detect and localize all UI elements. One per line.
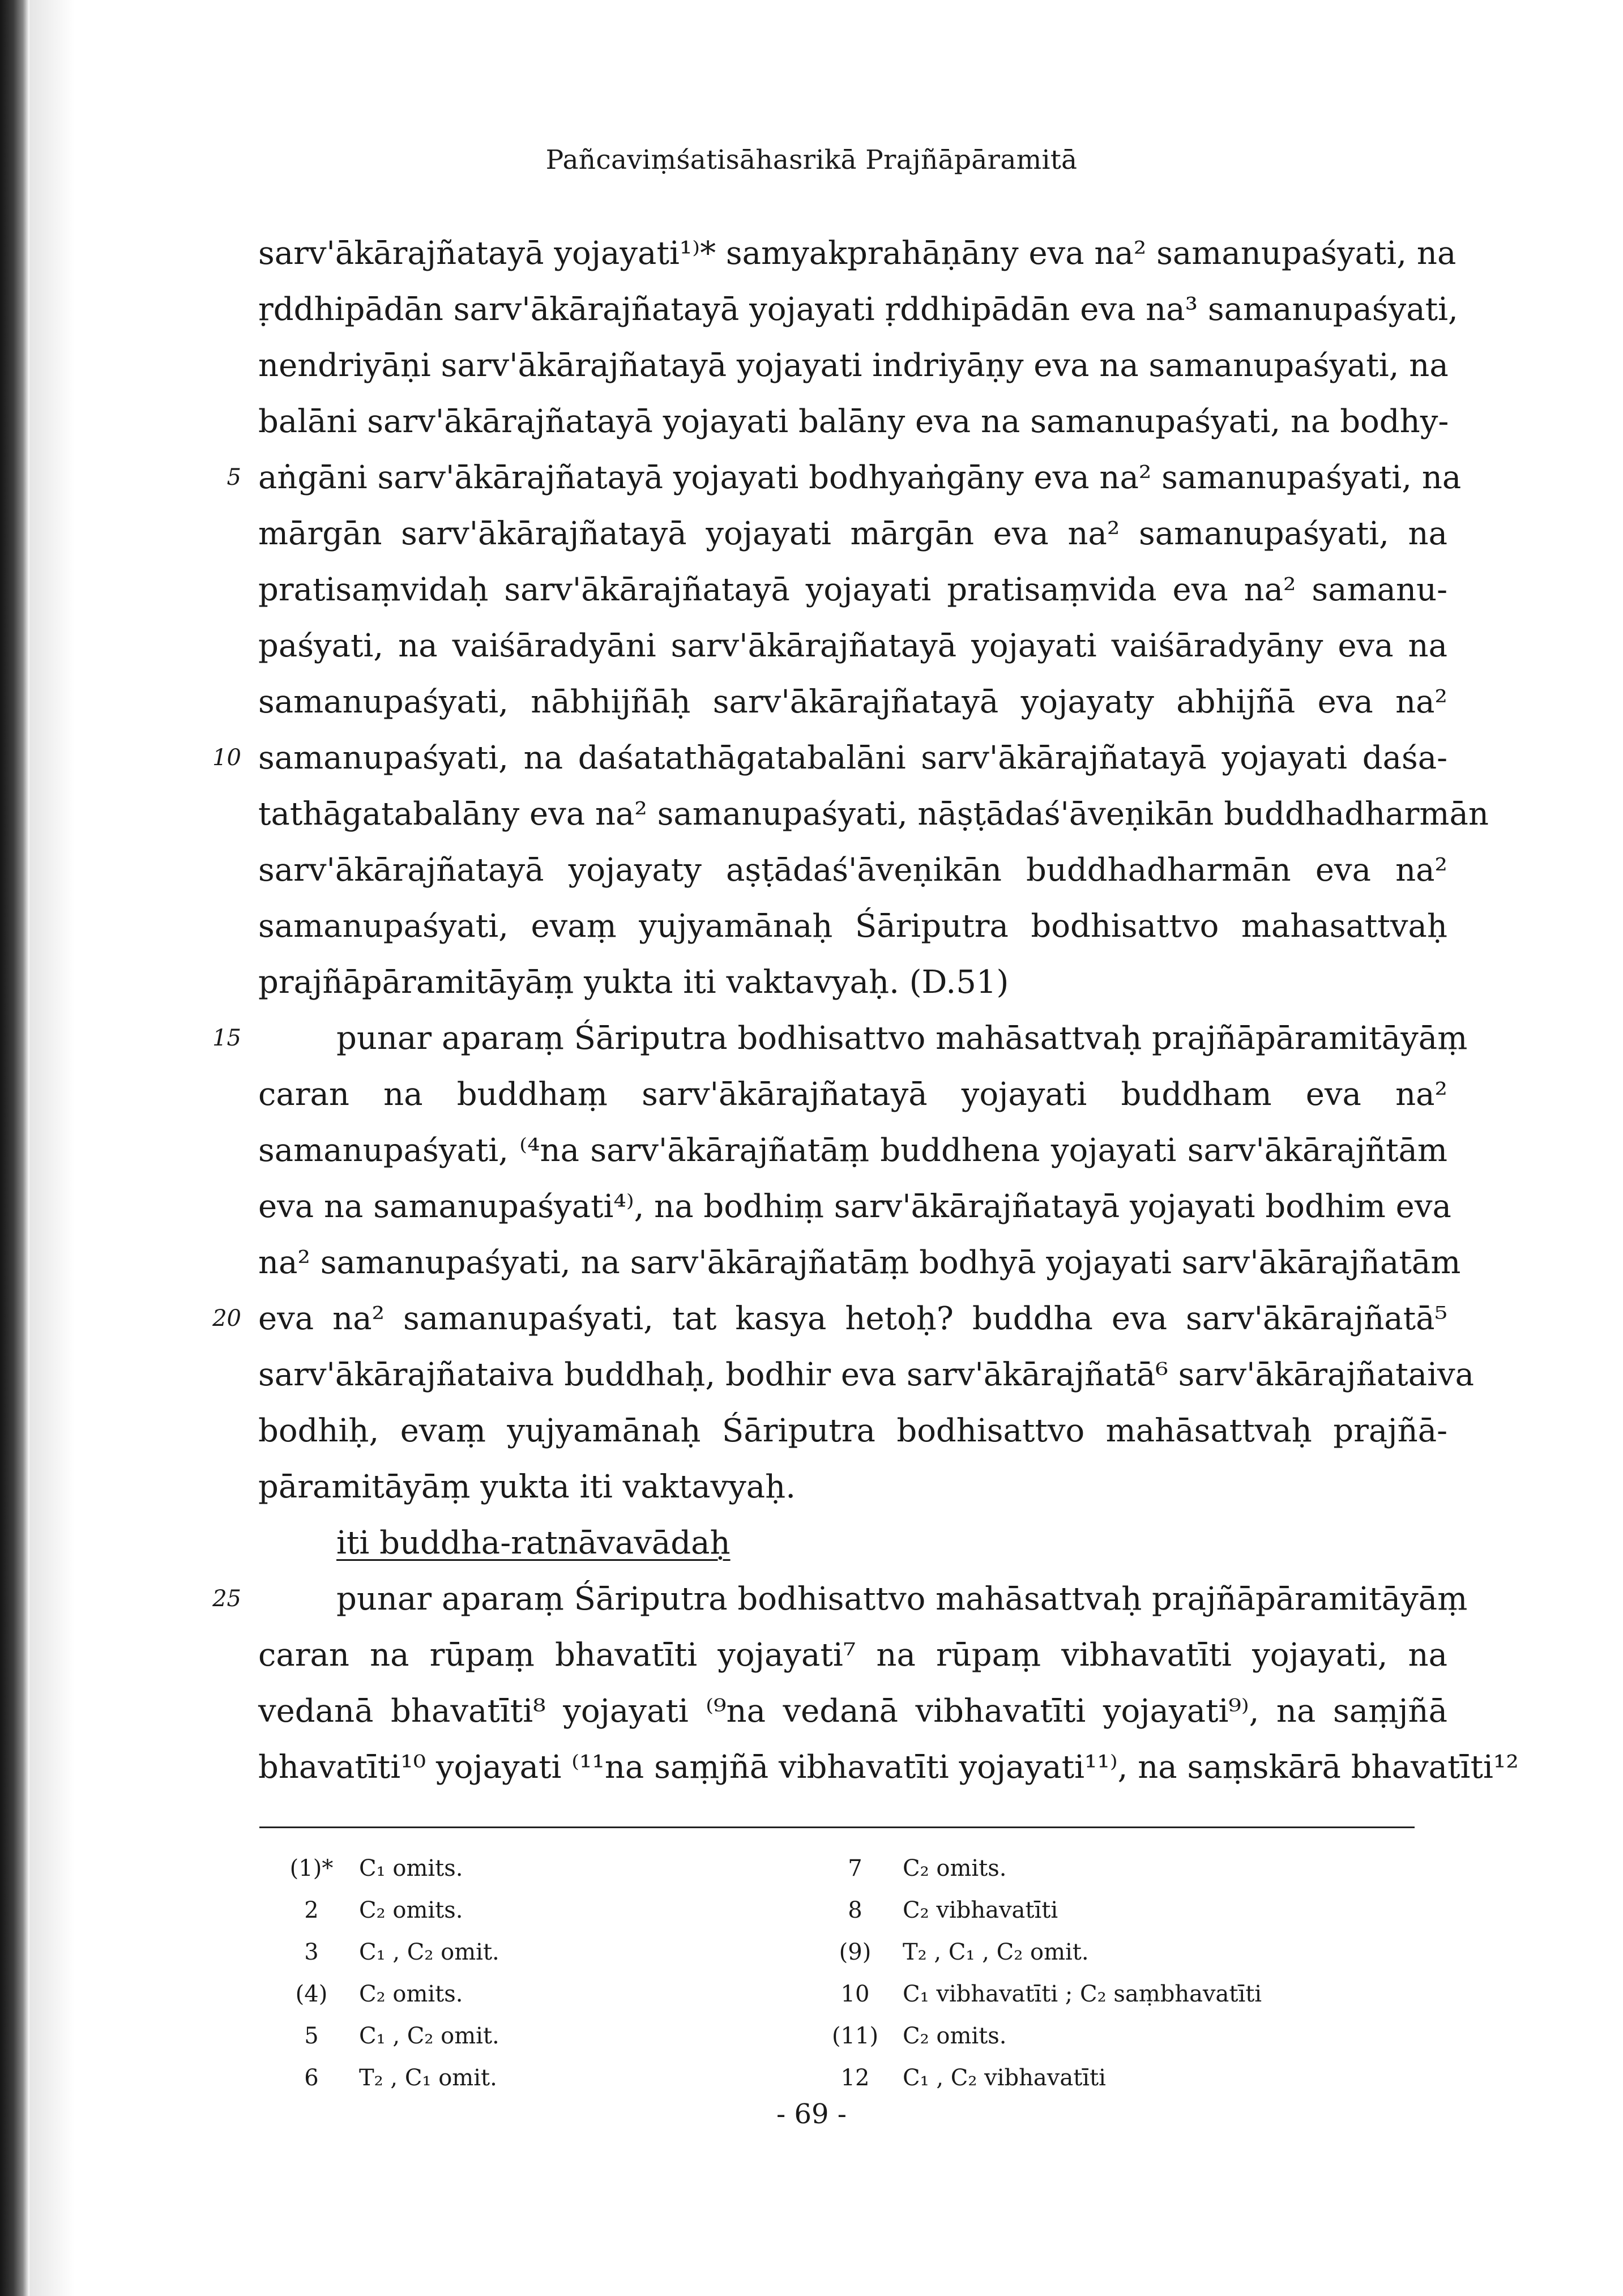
main-text <box>212 225 1519 1795</box>
text-line <box>258 954 1447 1010</box>
text-line <box>258 1627 1447 1683</box>
text-line <box>258 394 1447 450</box>
text-line <box>258 1347 1475 1403</box>
footnote-mark: 12 <box>840 2065 870 2091</box>
text-line <box>258 1403 1447 1459</box>
footnote-text: C₁ , C₂ omit. <box>359 1939 499 1965</box>
line-text: sarv'ākārajñatayā yojayati¹⁾* samyakprahāṇāny eva na² samanupaśyati, na <box>258 235 1457 272</box>
text-line <box>258 1123 1447 1179</box>
line-text: eva na samanupaśyati⁴⁾, na bodhiṃ sarv'ākārajñatayā yojayati bodhim eva <box>258 1188 1451 1225</box>
section-title <box>258 1515 1447 1571</box>
footnote <box>277 1889 821 1931</box>
text-line <box>258 1066 1447 1123</box>
footnote <box>821 1973 1365 2015</box>
text-line <box>212 1571 1468 1627</box>
line-number: 20 <box>212 1305 241 1331</box>
line-number: 10 <box>212 745 241 771</box>
footnote <box>277 1973 821 2015</box>
footnote-mark: 8 <box>848 1897 862 1923</box>
footnote-mark: 5 <box>304 2023 319 2049</box>
page-number: - 69 - <box>776 2098 847 2130</box>
section-title-text: iti buddha-ratnāvavādaḥ <box>336 1525 731 1561</box>
footnote-text: C₂ omits. <box>359 1897 463 1923</box>
line-text: balāni sarv'ākārajñatayā yojayati balāny eva na samanupaśyati, na bodhy- <box>258 403 1449 440</box>
section-title-line <box>258 1515 1447 1571</box>
footnote-mark: (1)* <box>289 1855 334 1881</box>
line-number: 15 <box>212 1025 241 1051</box>
line-text: samanupaśyati, na daśatathāgatabalāni sarv'ākārajñatayā yojayati daśa- <box>258 740 1447 776</box>
text-line <box>258 898 1447 954</box>
line-text: sarv'ākārajñataiva buddhaḥ, bodhir eva sarv'ākārajñatā⁶ sarv'ākārajñataiva <box>258 1356 1475 1393</box>
book-spine-shadow <box>0 0 29 2296</box>
footnotes <box>277 1847 1444 2099</box>
text-line <box>258 618 1447 674</box>
footnote-text: C₁ , C₂ omit. <box>359 2023 499 2049</box>
text-line <box>258 1179 1451 1235</box>
footnote <box>277 2057 821 2099</box>
footnotes-left-column <box>277 1847 821 2099</box>
footnote <box>821 1889 1365 1931</box>
line-text: nendriyāṇi sarv'ākārajñatayā yojayati indriyāṇy eva na samanupaśyati, na <box>258 347 1449 384</box>
line-text: pāramitāyāṃ yukta iti vaktavyaḥ. <box>258 1469 796 1505</box>
line-text: paśyati, na vaiśāradyāni sarv'ākārajñatayā yojayati vaiśāradyāny eva na <box>258 628 1447 664</box>
footnote-mark: (9) <box>839 1939 872 1965</box>
footnote-mark: 3 <box>304 1939 319 1965</box>
line-text: samanupaśyati, nābhijñāḥ sarv'ākārajñatayā yojayaty abhijñā eva na² <box>258 684 1447 720</box>
footnote-text: C₂ vibhavatīti <box>903 1897 1058 1923</box>
line-number: 5 <box>227 464 241 490</box>
text-line <box>258 842 1447 898</box>
line-text: tathāgatabalāny eva na² samanupaśyati, nāṣṭādaś'āveṇikān buddhadharmān <box>258 796 1489 833</box>
line-text: bhavatīti¹⁰ yojayati ⁽¹¹na saṃjñā vibhavatīti yojayati¹¹⁾, na saṃskārā bhavatīti¹² <box>258 1749 1519 1786</box>
footnote-divider <box>259 1826 1415 1828</box>
line-text: sarv'ākārajñatayā yojayaty aṣṭādaś'āveṇikān buddhadharmān eva na² <box>258 852 1447 889</box>
running-header: Pañcaviṃśatisāhasrikā Prajñāpāramitā <box>545 144 1078 176</box>
text-line <box>212 730 1447 786</box>
footnote-text: C₂ omits. <box>359 1981 463 2007</box>
footnote-text: T₂ , C₁ , C₂ omit. <box>903 1939 1089 1965</box>
text-line <box>258 562 1447 618</box>
line-text: vedanā bhavatīti⁸ yojayati ⁽⁹na vedanā vibhavatīti yojayati⁹⁾, na saṃjñā <box>258 1693 1447 1730</box>
footnote-mark: 2 <box>304 1897 319 1923</box>
footnote <box>277 2015 821 2057</box>
line-text: mārgān sarv'ākārajñatayā yojayati mārgān eva na² samanupaśyati, na <box>258 515 1447 552</box>
footnote-mark: 7 <box>848 1855 862 1881</box>
text-line <box>258 506 1447 562</box>
footnote <box>821 2057 1365 2099</box>
text-line <box>212 1010 1468 1066</box>
text-line <box>258 1739 1519 1795</box>
footnote-text: T₂ , C₁ omit. <box>359 2065 497 2091</box>
footnote-mark: 10 <box>840 1981 870 2007</box>
line-text: caran na buddhaṃ sarv'ākārajñatayā yojayati buddham eva na² <box>258 1076 1447 1113</box>
text-line <box>258 338 1447 394</box>
text-line <box>258 786 1489 842</box>
line-text: aṅgāni sarv'ākārajñatayā yojayati bodhyaṅgāny eva na² samanupaśyati, na <box>258 459 1462 496</box>
footnote-mark: 6 <box>304 2065 319 2091</box>
line-text: bodhiḥ, evaṃ yujyamānaḥ Śāriputra bodhisattvo mahāsattvaḥ prajñā- <box>258 1412 1447 1449</box>
footnote-text: C₁ , C₂ vibhavatīti <box>903 2065 1106 2091</box>
line-text: punar aparaṃ Śāriputra bodhisattvo mahāsattvaḥ prajñāpāramitāyāṃ <box>336 1581 1468 1618</box>
line-text: pratisaṃvidaḥ sarv'ākārajñatayā yojayati pratisaṃvida eva na² samanu- <box>258 571 1447 608</box>
footnote-text: C₁ vibhavatīti ; C₂ saṃbhavatīti <box>903 1981 1262 2007</box>
footnote-mark: (11) <box>831 2023 879 2049</box>
footnote <box>277 1847 821 1889</box>
text-line <box>258 225 1457 281</box>
footnote <box>277 1931 821 1973</box>
text-line <box>212 1291 1447 1347</box>
line-number: 25 <box>212 1586 241 1612</box>
line-text: punar aparaṃ Śāriputra bodhisattvo mahāsattvaḥ prajñāpāramitāyāṃ <box>336 1020 1468 1057</box>
footnote-text: C₂ omits. <box>903 2023 1007 2049</box>
footnote <box>821 1847 1365 1889</box>
text-line <box>227 450 1462 506</box>
footnote-mark: (4) <box>295 1981 328 2007</box>
line-text: ṛddhipādān sarv'ākārajñatayā yojayati ṛddhipādān eva na³ samanupaśyati, <box>258 291 1458 328</box>
text-line <box>258 1683 1447 1739</box>
footnote-text: C₂ omits. <box>903 1855 1007 1881</box>
gutter-shadow <box>29 0 75 2296</box>
line-text: eva na² samanupaśyati, tat kasya hetoḥ? buddha eva sarv'ākārajñatā⁵ <box>258 1300 1447 1337</box>
text-line <box>258 1459 1447 1515</box>
footnotes-right-column <box>821 1847 1365 2099</box>
line-text: samanupaśyati, ⁽⁴na sarv'ākārajñatāṃ buddhena yojayati sarv'ākārajñtām <box>258 1132 1447 1169</box>
footnote <box>821 2015 1365 2057</box>
line-text: caran na rūpaṃ bhavatīti yojayati⁷ na rūpaṃ vibhavatīti yojayati, na <box>258 1637 1447 1674</box>
text-line <box>258 281 1458 338</box>
line-text: prajñāpāramitāyāṃ yukta iti vaktavyaḥ. (D.51) <box>258 964 1009 1001</box>
line-text: na² samanupaśyati, na sarv'ākārajñatāṃ bodhyā yojayati sarv'ākārajñatām <box>258 1244 1461 1281</box>
line-text: samanupaśyati, evaṃ yujyamānaḥ Śāriputra bodhisattvo mahasattvaḥ <box>258 908 1447 945</box>
footnote-text: C₁ omits. <box>359 1855 463 1881</box>
text-line <box>258 674 1447 730</box>
footnote <box>821 1931 1365 1973</box>
text-line <box>258 1235 1461 1291</box>
